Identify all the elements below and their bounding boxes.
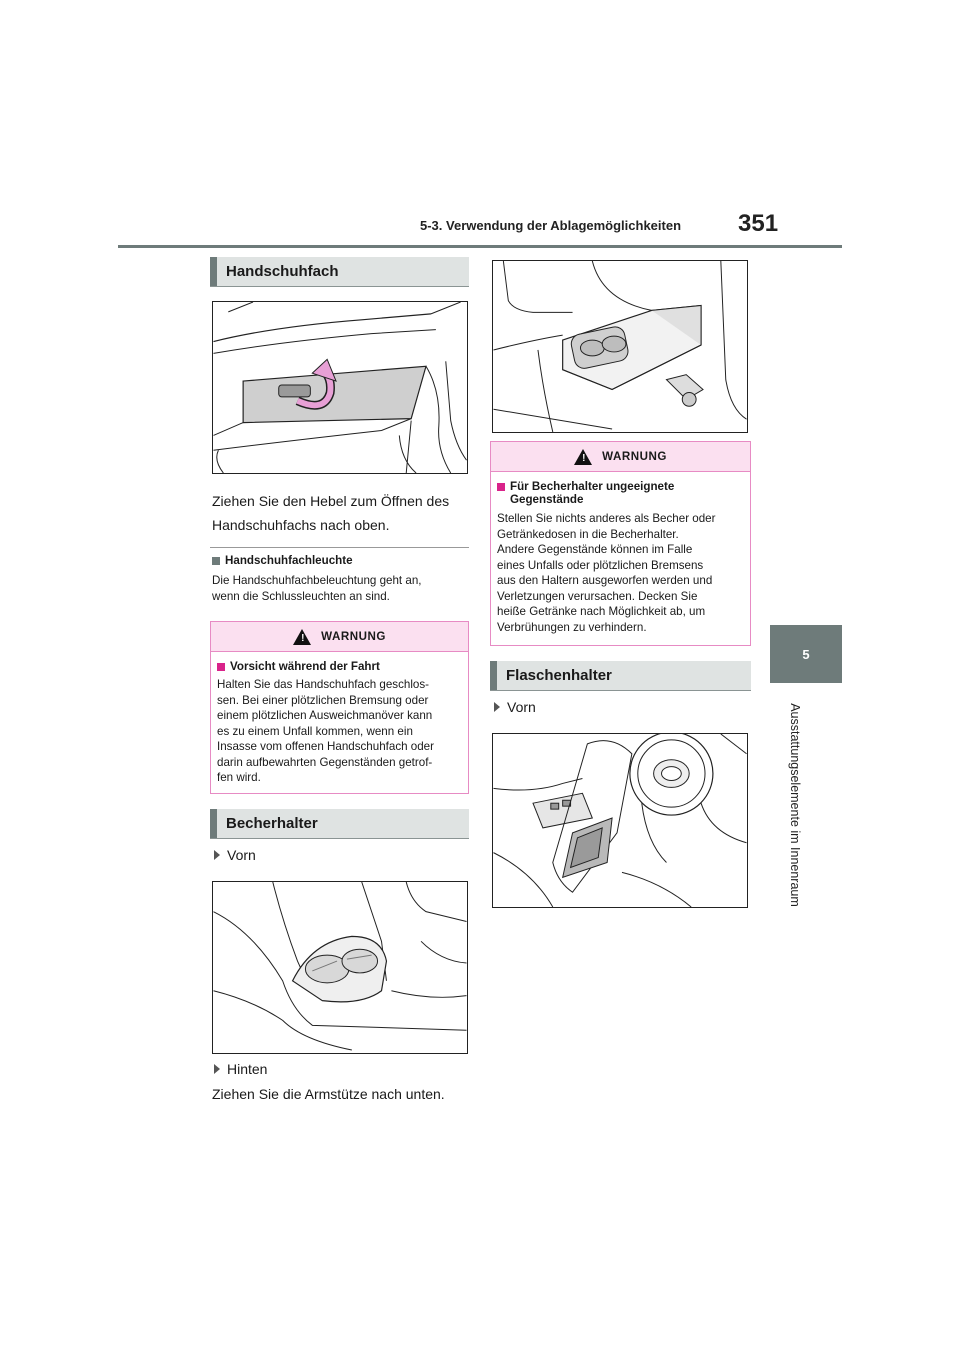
cupholder-rear-figure <box>492 260 748 433</box>
bottleholder-figure <box>492 733 748 908</box>
warning-label: WARNUNG <box>321 630 386 643</box>
warning2-text <box>497 511 745 635</box>
warning-triangle-icon: ! <box>293 629 311 645</box>
cupholder-front-label <box>214 847 256 863</box>
glovebox-instruction-line1: Ziehen Sie den Hebel zum Öffnen des <box>212 493 450 509</box>
glovebox-heading-rule <box>210 286 469 287</box>
bottleholder-front-label <box>494 699 536 715</box>
warning-box-cupholder <box>490 441 751 646</box>
warning1-line: sen. Bei einer plötzlichen Bremsung oder <box>217 693 429 707</box>
warning-label: WARNUNG <box>602 450 667 463</box>
square-bullet-icon <box>212 557 220 565</box>
warning2-line: Andere Gegenstände können im Falle <box>497 543 693 556</box>
square-bullet-icon <box>217 663 225 671</box>
cupholder-front-label-text: Vorn <box>227 847 256 863</box>
warning2-line: Verletzungen verursachen. Decken Sie <box>497 589 698 603</box>
glovebox-figure <box>212 301 468 474</box>
page-number: 351 <box>738 210 779 237</box>
warning1-heading <box>217 660 463 673</box>
square-bullet-icon <box>497 483 505 491</box>
header-rule <box>118 245 842 248</box>
warning1-line: darin aufbewahrten Gegenständen getrof- <box>217 755 433 769</box>
triangle-bullet-icon <box>494 702 500 712</box>
cupholder-heading-rule <box>210 838 469 839</box>
chapter-title-text: Ausstattungselemente im Innenraum <box>788 703 802 907</box>
cupholder-front-figure <box>212 881 468 1054</box>
glovebox-illustration <box>213 302 467 473</box>
glovebox-light-heading-text: Handschuhfachleuchte <box>225 554 353 567</box>
cupholder-rear-label-text: Hinten <box>227 1061 268 1077</box>
bottleholder-heading-rule <box>490 690 751 691</box>
warning2-line: Verbrühungen zu verhindern. <box>497 620 647 634</box>
warning1-heading-text: Vorsicht während der Fahrt <box>230 660 380 673</box>
cupholder-heading <box>210 809 469 838</box>
glovebox-heading-text: Handschuhfach <box>226 263 339 280</box>
glovebox-light-line2: wenn die Schlussleuchten an sind. <box>212 589 390 603</box>
warning1-line: Insasse vom offenen Handschuhfach oder <box>217 740 434 753</box>
chapter-tab[interactable]: 5 <box>770 625 842 683</box>
glovebox-instruction-line2: Handschuhfachs nach oben. <box>212 517 390 533</box>
warning1-text <box>217 677 463 786</box>
glovebox-heading <box>210 257 469 286</box>
warning2-line: Stellen Sie nichts anderes als Becher oder <box>497 512 716 525</box>
warning2-line: heiße Getränke nach Möglichkeit ab, um <box>497 605 706 618</box>
warning-box-glovebox <box>210 621 469 794</box>
bottleholder-heading-text: Flaschenhalter <box>506 667 612 684</box>
glovebox-light-heading <box>212 554 353 567</box>
warning2-line: aus den Haltern ausgeworfen werden und <box>497 574 713 587</box>
cupholder-rear-label <box>214 1061 267 1077</box>
warning1-line: es zu einem Unfall kommen, wenn ein <box>217 724 413 738</box>
warning1-line: einem plötzlichen Ausweichmanöver kann <box>217 709 433 722</box>
warning2-heading-line2: Gegenstände <box>510 493 584 506</box>
warning2-line: Getränkedosen in die Becherhalter. <box>497 527 679 541</box>
glovebox-light-text <box>212 573 470 604</box>
warning1-line: fen wird. <box>217 771 261 784</box>
bottleholder-front-label-text: Vorn <box>507 699 536 715</box>
triangle-bullet-icon <box>214 1064 220 1074</box>
cupholder-rear-illustration <box>493 261 747 432</box>
warning-header <box>491 442 750 472</box>
header-section-title: 5-3. Verwendung der Ablagemöglichkeiten <box>420 218 682 233</box>
warning-header <box>211 622 468 652</box>
bottleholder-illustration <box>493 734 747 907</box>
warning2-line: eines Unfalls oder plötzlichen Bremsens <box>497 558 704 572</box>
cupholder-heading-text: Becherhalter <box>226 815 318 832</box>
bottleholder-heading <box>490 661 751 690</box>
cupholder-front-illustration <box>213 882 467 1053</box>
glovebox-instruction <box>212 490 470 536</box>
chapter-title <box>784 692 806 918</box>
warning2-heading-line1: Für Becherhalter ungeeignete <box>510 480 675 493</box>
warning2-heading <box>497 480 745 506</box>
glovebox-divider <box>210 547 469 548</box>
warning1-line: Halten Sie das Handschuhfach geschlos- <box>217 678 430 691</box>
glovebox-light-line1: Die Handschuhfachbeleuchtung geht an, <box>212 574 422 587</box>
triangle-bullet-icon <box>214 850 220 860</box>
cupholder-rear-instruction: Ziehen Sie die Armstütze nach unten. <box>212 1086 445 1102</box>
warning-triangle-icon: ! <box>574 449 592 465</box>
